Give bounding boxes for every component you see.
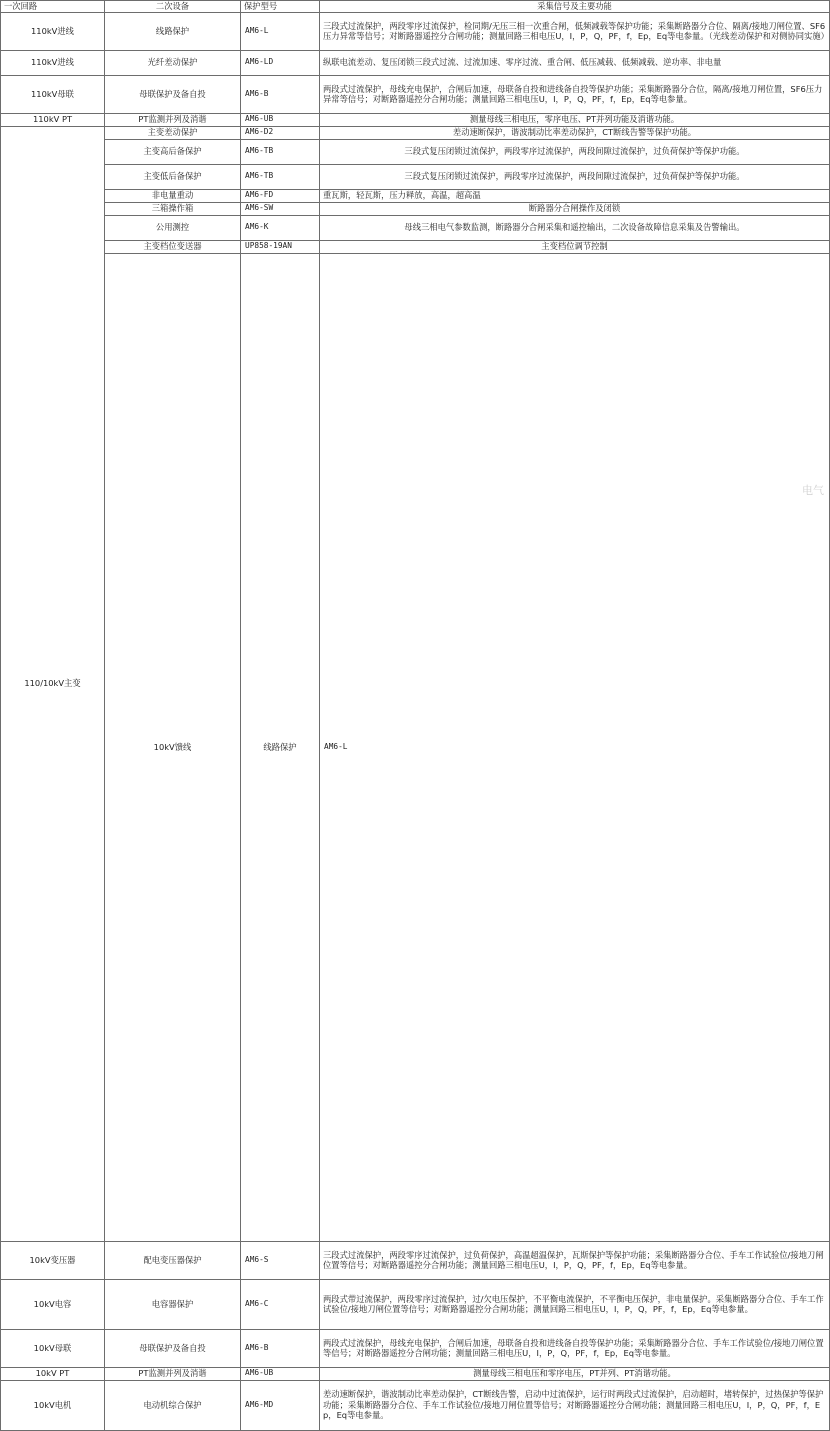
protection-model-cell: AM6-SW	[241, 202, 320, 215]
table-row	[1, 253, 830, 1241]
table-row	[1, 189, 830, 202]
secondary-device-cell: PT监测并列及消谐	[105, 113, 241, 126]
secondary-device-cell: 非电量重动	[105, 189, 241, 202]
secondary-device-cell: 母联保护及备自投	[105, 1329, 241, 1367]
secondary-device-cell: 电容器保护	[105, 1279, 241, 1329]
secondary-device-cell: PT监测并列及消谐	[105, 1367, 241, 1380]
protection-model-cell: AM6-FD	[241, 189, 320, 202]
protection-model-cell: AM6-TB	[241, 139, 320, 164]
protection-model-cell: AM6-L	[241, 12, 320, 50]
primary-circuit-cell: 110kV进线	[1, 50, 105, 75]
primary-circuit-cell: 110kV进线	[1, 12, 105, 50]
secondary-device-cell: 光纤差动保护	[105, 50, 241, 75]
protection-model-cell: AM6-B	[241, 1329, 320, 1367]
secondary-device-cell: 主变档位变送器	[105, 240, 241, 253]
secondary-device-cell: 母联保护及备自投	[105, 75, 241, 113]
function-description-cell: 三段式复压闭锁过流保护，两段零序过流保护，两段间隙过流保护，过负荷保护等保护功能。	[320, 139, 830, 164]
watermark-logo: 电气	[802, 484, 824, 497]
header-secondary-device: 二次设备	[105, 1, 241, 13]
table-header-row	[1, 1, 830, 13]
protection-model-cell: AM6-LD	[241, 50, 320, 75]
table-row	[1, 1279, 830, 1329]
protection-model-cell: UP858-19AN	[241, 240, 320, 253]
protection-model-cell: AM6-C	[241, 1279, 320, 1329]
protection-model-cell: AM6-S	[241, 1241, 320, 1279]
primary-circuit-cell: 10kV馈线	[105, 253, 241, 1241]
primary-circuit-cell: 110kV母联	[1, 75, 105, 113]
function-description-cell: 差动速断保护，谐波制动比率差动保护，CT断线告警，启动中过流保护，运行时两段式过流保护，启动超时，堵转保护，过热保护等保护功能；采集断路器分合位、手车工作试验位/接地刀闸位置等信号；对断路器遥控分合闸功能；测量回路三相电压U，I，P，Q，PF，f，Ep，Eq等电参量。	[320, 1380, 830, 1430]
primary-circuit-cell: 110kV PT	[1, 113, 105, 126]
table-row	[1, 215, 830, 240]
table-row	[1, 1329, 830, 1367]
secondary-device-cell: 线路保护	[105, 12, 241, 50]
secondary-device-cell: 配电变压器保护	[105, 1241, 241, 1279]
table-row	[1, 202, 830, 215]
table-row	[1, 1241, 830, 1279]
protection-model-cell: AM6-UB	[241, 113, 320, 126]
table-row	[1, 75, 830, 113]
protection-model-cell: AM6-D2	[241, 126, 320, 139]
primary-circuit-cell: 10kV母联	[1, 1329, 105, 1367]
table-row	[1, 50, 830, 75]
protection-model-cell: AM6-TB	[241, 164, 320, 189]
table-row	[1, 126, 830, 139]
protection-model-cell: AM6-K	[241, 215, 320, 240]
primary-circuit-cell: 10kV电容	[1, 1279, 105, 1329]
protection-model-cell: AM6-UB	[241, 1367, 320, 1380]
function-description-cell: 两段式过流保护，母线充电保护，合闸后加速，母联备自投和进线备自投等保护功能；采集断路器分合位，隔离/接地刀闸位置，SF6压力异常等信号；对断路器遥控分合闸功能；测量回路三相电压U，I，P，Q，PF，f，Ep，Eq等电参量。	[320, 75, 830, 113]
table-row	[1, 139, 830, 164]
secondary-device-cell: 主变高后备保护	[105, 139, 241, 164]
function-description-cell: 两段式过流保护，母线充电保护，合闸后加速，母联备自投和进线备自投等保护功能；采集断路器分合位、手车工作试验位/接地刀闸位置等信号；对断路器遥控分合闸功能；测量回路三相电压U，I，P，Q，PF，f，Ep，Eq等电参量。	[320, 1329, 830, 1367]
table-row	[1, 1367, 830, 1380]
function-description-cell: 主变档位调节控制	[320, 240, 830, 253]
secondary-device-cell: 公用测控	[105, 215, 241, 240]
table-row	[1, 1380, 830, 1430]
table-row	[1, 12, 830, 50]
protection-model-cell: AM6-L	[320, 253, 830, 1241]
header-primary-circuit: 一次回路	[1, 1, 105, 13]
secondary-device-cell: 主变低后备保护	[105, 164, 241, 189]
table-body	[1, 12, 830, 1430]
function-description-cell: 差动速断保护，谐波制动比率差动保护，CT断线告警等保护功能。	[320, 126, 830, 139]
table-row	[1, 240, 830, 253]
secondary-device-cell: 电动机综合保护	[105, 1380, 241, 1430]
primary-circuit-cell: 10kV变压器	[1, 1241, 105, 1279]
primary-circuit-cell: 10kV电机	[1, 1380, 105, 1430]
function-description-cell: 断路器分合闸操作及闭锁	[320, 202, 830, 215]
function-description-cell: 三段式过流保护，两段零序过流保护，检同期/无压三相一次重合闸，低频减载等保护功能；采集断路器分合位、隔离/接地刀闸位置、SF6压力异常等信号；对断路器遥控分合闸功能；测量回路三相电压U，I，P，Q，PF，f，Ep，Eq等电参量。（光线差动保护和对侧协同实施）	[320, 12, 830, 50]
header-protection-model: 保护型号	[241, 1, 320, 13]
function-description-cell: 重瓦斯，轻瓦斯，压力释放，高温，超高温	[320, 189, 830, 202]
table-row	[1, 113, 830, 126]
function-description-cell: 纵联电流差动、复压闭锁三段式过流、过流加速、零序过流、重合闸、低压减载、低频减载、逆功率、非电量	[320, 50, 830, 75]
protection-model-cell: AM6-B	[241, 75, 320, 113]
function-description-cell: 两段式带过流保护，两段零序过流保护，过/欠电压保护，不平衡电流保护，不平衡电压保护，非电量保护。采集断路器分合位、手车工作试验位/接地刀闸位置等信号；对断路器遥控分合闸功能；测量回路三相电压U，I，P，Q，PF，f，Ep，Eq等电参量。	[320, 1279, 830, 1329]
primary-circuit-cell: 110/10kV主变	[1, 126, 105, 1241]
secondary-device-cell: 线路保护	[241, 253, 320, 1241]
table-row	[1, 164, 830, 189]
primary-circuit-cell: 10kV PT	[1, 1367, 105, 1380]
function-description-cell: 三段式复压闭锁过流保护，两段零序过流保护，两段间隙过流保护，过负荷保护等保护功能。	[320, 164, 830, 189]
function-description-cell: 测量母线三相电压和零序电压，PT并列、PT消谐功能。	[320, 1367, 830, 1380]
function-description-cell: 三段式过流保护，两段零序过流保护，过负荷保护，高温超温保护，瓦斯保护等保护功能；采集断路器分合位、手车工作试验位/接地刀闸位置等信号；对断路器遥控分合闸功能；测量回路三相电压U，I，P，Q，PF，f，Ep，Eq等电参量。	[320, 1241, 830, 1279]
secondary-device-cell: 主变差动保护	[105, 126, 241, 139]
function-description-cell: 母线三相电气参数监测，断路器分合闸采集和遥控输出，二次设备故障信息采集及告警输出。	[320, 215, 830, 240]
header-signals-functions: 采集信号及主要功能	[320, 1, 830, 13]
protection-model-cell: AM6-MD	[241, 1380, 320, 1430]
secondary-device-cell: 三箱操作箱	[105, 202, 241, 215]
function-description-cell: 测量母线三相电压，零序电压、PT并列功能及消谐功能。	[320, 113, 830, 126]
